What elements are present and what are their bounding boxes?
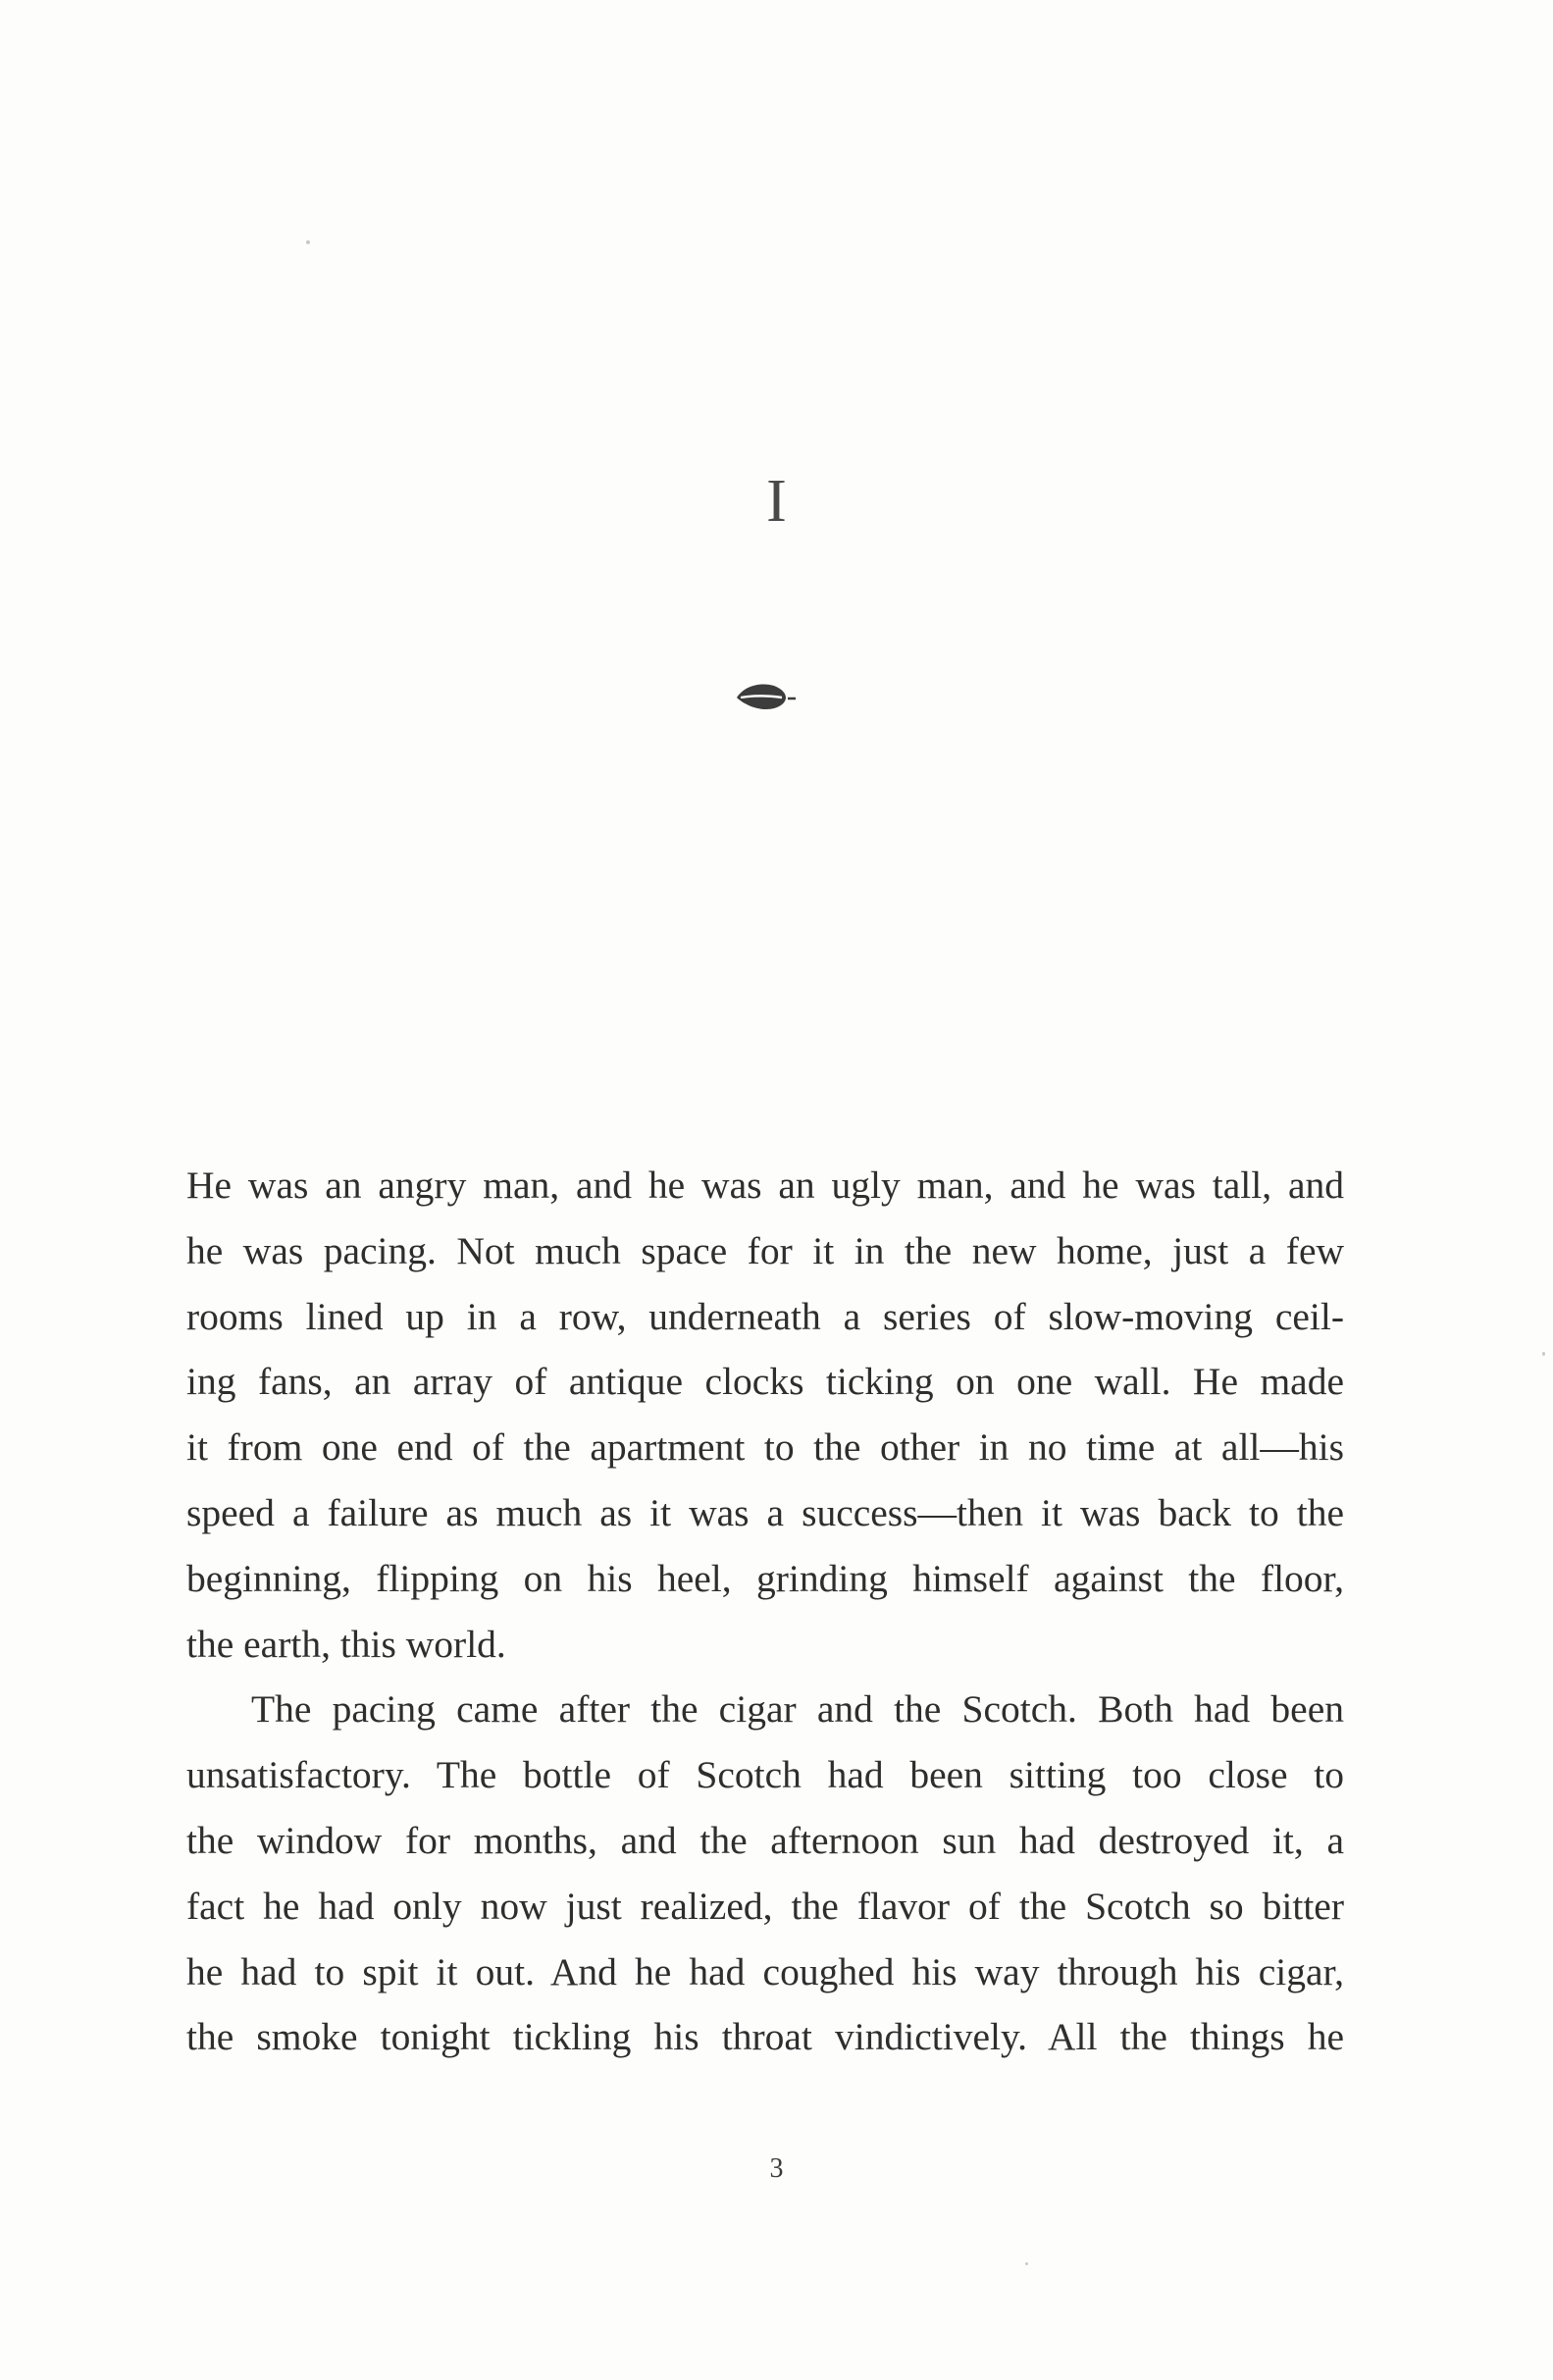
text-line: the smoke tonight tickling his throat vindictively. All the things he	[186, 2015, 1344, 2059]
text-line: it from one end of the apartment to the other in no time at all—his	[186, 1425, 1344, 1470]
text-line: he was pacing. Not much space for it in the new home, just a few	[186, 1228, 1344, 1272]
paper-speck	[1542, 1352, 1545, 1356]
text-line: the window for months, and the afternoon sun had destroyed it, a	[186, 1818, 1344, 1862]
paragraph-2	[186, 1677, 1344, 2070]
text-line: The pacing came after the cigar and the Scotch. Both had been	[251, 1687, 1344, 1732]
text-line: rooms lined up in a row, underneath a series of slow-moving ceil-	[186, 1294, 1344, 1338]
text-line: ing fans, an array of antique clocks ticking on one wall. He made	[186, 1360, 1344, 1404]
text-line: speed a failure as much as it was a success—then it was back to the	[186, 1490, 1344, 1534]
text-line: He was an angry man, and he was an ugly man, and he was tall, and	[186, 1164, 1344, 1207]
chapter-body-text	[186, 1153, 1344, 2070]
leaf-ornament-icon	[731, 672, 809, 721]
text-line: fact he had only now just realized, the flavor of the Scotch so bitter	[186, 1884, 1344, 1928]
paragraph-1	[186, 1153, 1344, 1677]
text-line: beginning, flipping on his heel, grinding himself against the floor,	[186, 1556, 1344, 1600]
text-line: he had to spit it out. And he had coughed his way through his cigar,	[186, 1949, 1344, 1993]
text-line: the earth, this world.	[186, 1622, 506, 1666]
page-number: 3	[769, 2153, 784, 2184]
paper-speck	[306, 240, 310, 244]
text-line: unsatisfactory. The bottle of Scotch had been sitting too close to	[186, 1753, 1344, 1797]
chapter-number: I	[766, 468, 787, 535]
paper-speck	[1025, 2262, 1028, 2265]
